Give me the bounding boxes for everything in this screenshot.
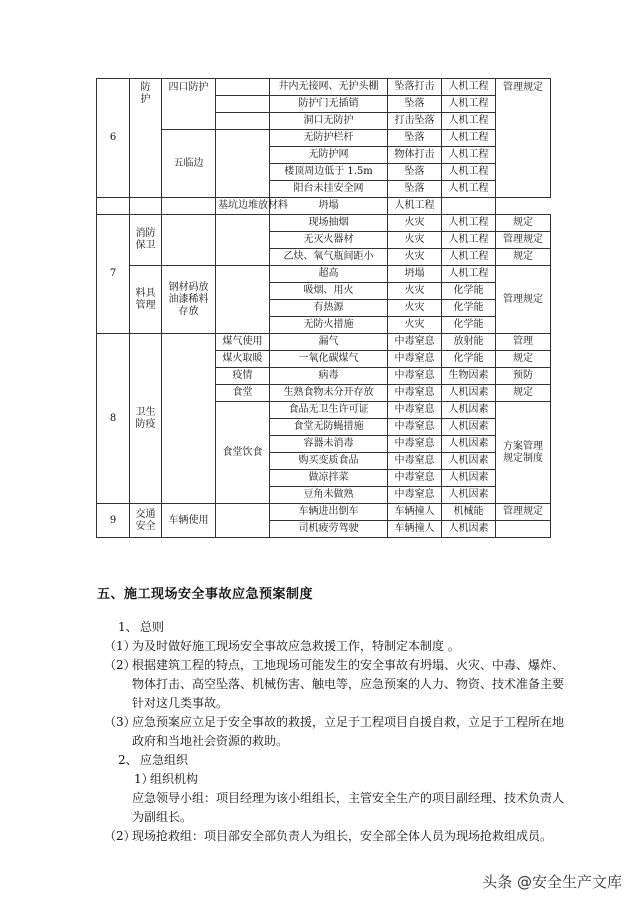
table-cell: 坍塌 <box>388 266 442 283</box>
table-cell: 火灾 <box>388 283 442 300</box>
table-cell: 车辆使用 <box>162 504 216 538</box>
table-row <box>97 79 551 96</box>
paragraph-line: 应急组织 <box>140 753 189 767</box>
table-cell: 豆角未做熟 <box>270 487 388 504</box>
table-cell: 吸烟、用火 <box>270 283 388 300</box>
table-cell: 病毒 <box>270 368 388 385</box>
table-cell: 人机工程 <box>442 147 496 164</box>
table-cell: 井内无接网、无护头棚 <box>270 79 388 96</box>
table-cell: 坠落打击 <box>388 79 442 96</box>
table-cell <box>130 198 162 215</box>
table-cell: 四口防护 <box>162 79 216 130</box>
table-cell: 管理规定 <box>496 79 551 198</box>
watermark: 头条 @安全生产文库 <box>482 873 622 891</box>
table-cell: 做凉拌菜 <box>270 470 388 487</box>
table-cell: 消防 保卫 <box>130 215 162 266</box>
paragraph-number: 1、 <box>118 620 138 634</box>
table-cell <box>216 130 270 198</box>
table-row <box>97 215 551 232</box>
table-cell: 食堂 <box>216 385 270 402</box>
table-cell: 坠落 <box>388 181 442 198</box>
hazard-table <box>96 78 551 538</box>
table-cell: 火灾 <box>388 317 442 334</box>
paragraph-number: （2） <box>104 658 136 672</box>
table-cell: 管理 <box>496 334 551 351</box>
table-cell: 防 护 <box>130 79 162 198</box>
table-cell <box>97 198 130 215</box>
table-cell: 料具 管理 <box>130 266 162 334</box>
paragraph-number: （1） <box>104 639 136 653</box>
table-cell: 中毒窒息 <box>388 385 442 402</box>
table-cell: 管理规定 <box>496 266 551 334</box>
table-cell: 人机因素 <box>442 487 496 504</box>
table-cell: 有热源 <box>270 300 388 317</box>
table-cell: 洞口无防护 <box>270 113 388 130</box>
table-cell: 放射能 <box>442 334 496 351</box>
table-cell: 人机工程 <box>388 198 442 215</box>
table-cell: 火灾 <box>388 300 442 317</box>
paragraph-number: （3） <box>104 715 136 729</box>
table-cell: 坍塌 <box>270 198 388 215</box>
table-cell: 人机因素 <box>442 453 496 470</box>
table-cell <box>162 215 216 266</box>
paragraph-line: 根据建筑工程的特点，工地现场可能发生的安全事故有坍塌、火灾、中毒、爆炸、 <box>132 658 565 672</box>
table-cell: 火灾 <box>388 232 442 249</box>
section-title: 五、施工现场安全事故应急预案制度 <box>97 587 314 602</box>
table-cell: 预防 <box>496 368 551 385</box>
table-cell: 无防护网 <box>270 147 388 164</box>
table-cell: 人机工程 <box>442 232 496 249</box>
table-cell: 人机工程 <box>442 215 496 232</box>
table-cell: 中毒窒息 <box>388 436 442 453</box>
table-cell: 坠落 <box>388 96 442 113</box>
table-cell: 购买变质食品 <box>270 453 388 470</box>
table-cell: 人机因素 <box>442 470 496 487</box>
table-cell: 煤火取暖 <box>216 351 270 368</box>
table-cell: 防护门无插销 <box>270 96 388 113</box>
table-cell: 五临边 <box>162 130 216 198</box>
paragraph-number: 2、 <box>118 753 138 767</box>
table-cell: 生熟食物未分开存放 <box>270 385 388 402</box>
table-cell: 乙炔、氧气瓶间距小 <box>270 249 388 266</box>
paragraph-number: 1） <box>134 772 154 786</box>
table-cell: 人机因素 <box>442 521 496 538</box>
table-cell: 无防火措施 <box>270 317 388 334</box>
table-cell: 化学能 <box>442 317 496 334</box>
table-cell: 车辆撞人 <box>388 504 442 521</box>
table-cell: 7 <box>97 215 130 334</box>
table-cell <box>216 215 270 266</box>
table-cell <box>216 266 270 334</box>
paragraph-line: 物体打击、高空坠落、机械伤害、触电等，应急预案的人力、物资、技术准备主要 <box>132 677 565 691</box>
table-cell <box>496 521 551 538</box>
table-cell: 管理规定 <box>496 504 551 521</box>
table-cell: 疫情 <box>216 368 270 385</box>
paragraph-line: 应急领导小组：项目经理为该小组组长，主管安全生产的项目副经理、技术负责人 <box>132 791 565 805</box>
table-cell: 人机因素 <box>442 385 496 402</box>
paragraph-number: （2） <box>104 829 136 843</box>
table-cell: 9 <box>97 504 130 538</box>
paragraph-line: 为及时做好施工现场安全事故应急救援工作，特制定本制度 。 <box>132 639 460 653</box>
table-cell: 人机工程 <box>442 113 496 130</box>
table-cell: 坠落 <box>388 164 442 181</box>
table-cell: 人机因素 <box>442 402 496 419</box>
table-cell: 无灭火器材 <box>270 232 388 249</box>
table-cell: 火灾 <box>388 215 442 232</box>
paragraph-line: 为副组长。 <box>132 810 193 824</box>
table-cell: 中毒窒息 <box>388 351 442 368</box>
table-cell: 化学能 <box>442 300 496 317</box>
table-cell: 人机工程 <box>442 249 496 266</box>
table-cell: 楼顶周边低于 1.5m <box>270 164 388 181</box>
table-cell: 交通 安全 <box>130 504 162 538</box>
table-cell: 人机工程 <box>442 96 496 113</box>
table-cell: 司机疲劳驾驶 <box>270 521 388 538</box>
table-cell <box>162 198 216 215</box>
table-cell: 现场抽烟 <box>270 215 388 232</box>
paragraph-line: 总则 <box>140 620 165 634</box>
table-cell: 阳台未挂安全网 <box>270 181 388 198</box>
table-cell <box>216 96 270 113</box>
table-cell: 6 <box>97 79 130 198</box>
table-cell: 化学能 <box>442 283 496 300</box>
table-cell: 食堂无防蝇措施 <box>270 419 388 436</box>
table-cell: 人机工程 <box>442 181 496 198</box>
table-cell: 中毒窒息 <box>388 419 442 436</box>
table-row <box>97 266 551 283</box>
table-cell: 中毒窒息 <box>388 402 442 419</box>
table-cell: 规定 <box>496 351 551 368</box>
table-cell <box>442 198 496 215</box>
table-row <box>97 504 551 521</box>
table-cell: 漏气 <box>270 334 388 351</box>
table-cell <box>216 504 270 538</box>
table-cell: 超高 <box>270 266 388 283</box>
table-cell: 规定 <box>496 215 551 232</box>
table-cell: 化学能 <box>442 351 496 368</box>
paragraph-line: 应急预案应立足于安全事故的救援，立足于工程项目自援自救，立足于工程所在地 <box>132 715 565 729</box>
table-cell: 中毒窒息 <box>388 368 442 385</box>
paragraph-line: 针对这几类事故。 <box>132 696 229 710</box>
table-cell: 煤气使用 <box>216 334 270 351</box>
table-cell: 人机因素 <box>442 419 496 436</box>
table-cell: 中毒窒息 <box>388 453 442 470</box>
table-cell: 人机工程 <box>442 79 496 96</box>
table-cell: 钢材码放 油漆稀料 存放 <box>162 266 216 334</box>
table-cell: 卫生 防疫 <box>130 334 162 504</box>
table-cell: 火灾 <box>388 249 442 266</box>
table-cell: 容器未消毒 <box>270 436 388 453</box>
table-cell: 人机工程 <box>442 266 496 283</box>
paragraph-line: 现场抢救组：项目部安全部负责人为组长，安全部全体人员为现场抢救组成员。 <box>132 829 553 843</box>
table-cell: 方案管理 规定制度 <box>496 402 551 504</box>
table-row <box>97 334 551 351</box>
paragraph-line: 政府和当地社会资源的救助。 <box>132 734 289 748</box>
table-cell: 食堂饮食 <box>216 402 270 504</box>
table-cell: 打击坠落 <box>388 113 442 130</box>
table-cell: 中毒窒息 <box>388 487 442 504</box>
table-cell: 基坑边堆放材料 <box>216 198 270 215</box>
table-cell: 车辆撞人 <box>388 521 442 538</box>
table-row <box>97 130 551 147</box>
table-cell: 机械能 <box>442 504 496 521</box>
table-cell: 坠落 <box>388 130 442 147</box>
table-cell: 物体打击 <box>388 147 442 164</box>
table-cell: 人机工程 <box>442 164 496 181</box>
table-cell: 规定 <box>496 249 551 266</box>
paragraph-line: 组织机构 <box>150 772 199 786</box>
table-cell: 人机工程 <box>442 130 496 147</box>
table-cell <box>216 79 270 96</box>
table-cell: 一氧化碳煤气 <box>270 351 388 368</box>
table-cell: 车辆进出倒车 <box>270 504 388 521</box>
table-cell: 规定 <box>496 385 551 402</box>
table-cell: 管理规定 <box>496 232 551 249</box>
table-cell: 8 <box>97 334 130 504</box>
table-row <box>97 198 551 215</box>
table-cell: 无防护栏杆 <box>270 130 388 147</box>
table-cell <box>216 113 270 130</box>
table-cell: 食品无卫生许可证 <box>270 402 388 419</box>
table-cell: 中毒窒息 <box>388 470 442 487</box>
table-cell: 中毒窒息 <box>388 334 442 351</box>
table-cell: 人机因素 <box>442 436 496 453</box>
table-cell <box>162 334 216 504</box>
table-cell: 生物因素 <box>442 368 496 385</box>
